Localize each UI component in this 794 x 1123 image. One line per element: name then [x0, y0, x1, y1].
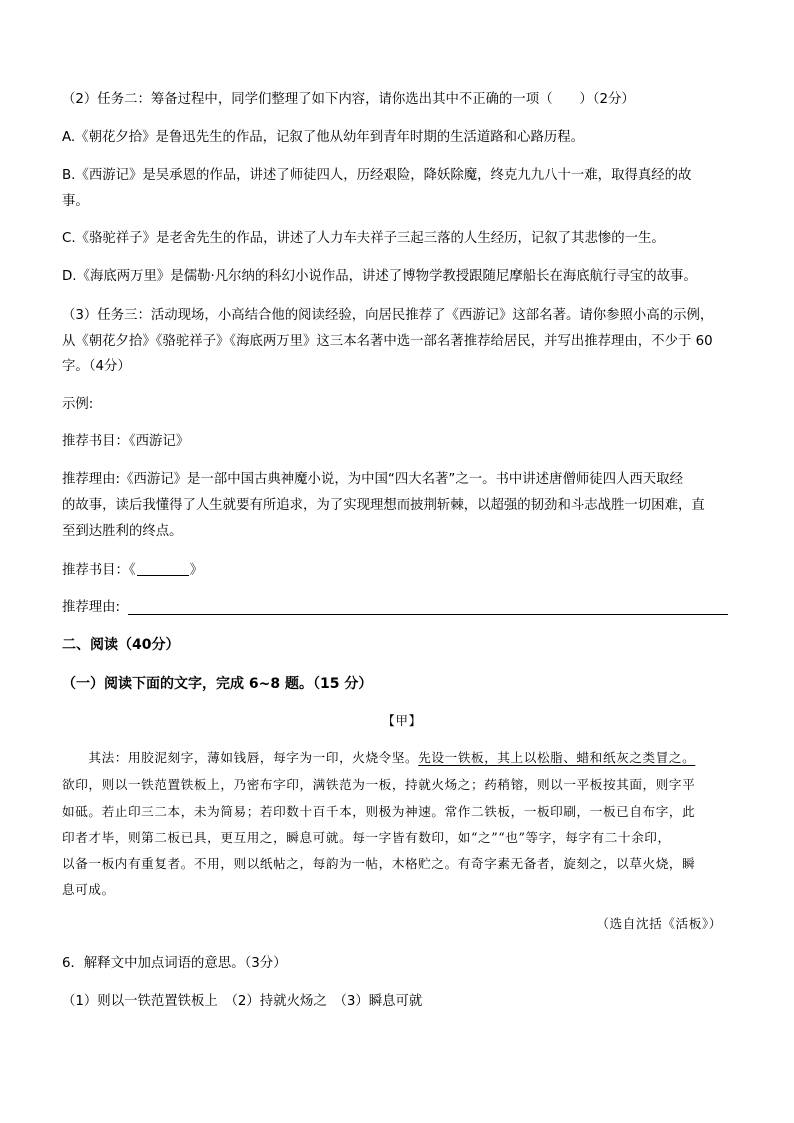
task3-line1: （3）任务三：活动现场，小高结合他的阅读经验，向居民推荐了《西游记》这部名著。请你参照小高的示例，	[62, 308, 714, 323]
passage-line5: 以备一板内有重复者。不用，则以纸帖之，每韵为一帖，木格贮之。有奇字素无备者，旋刻之，以草火烧，瞬	[62, 856, 696, 871]
example-book: 推荐书目：《西游记》	[62, 434, 190, 449]
answer-book-suffix: 》	[189, 563, 204, 578]
option-a: A.《朝花夕拾》是鲁迅先生的作品，记叙了他从幼年到青年时期的生活道路和心路历程。	[62, 130, 585, 145]
answer-reason-blank[interactable]	[128, 614, 728, 615]
jia-label: 【甲】	[382, 713, 422, 728]
option-b-line2: 事。	[62, 194, 89, 209]
answer-book-prefix: 推荐书目：《	[62, 563, 136, 578]
option-c: C.《骆驼祥子》是老舍先生的作品，讲述了人力车夫祥子三起三落的人生经历，记叙了其悲惨的一生。	[62, 231, 665, 246]
example-label: 示例:	[62, 397, 94, 412]
task3-line2: 从《朝花夕拾》《骆驼祥子》《海底两万里》这三本名著中选一部名著推荐给居民，并写出推荐理由，不少于 60	[62, 334, 713, 349]
section2-sub1: （一）阅读下面的文字，完成 6~8 题。（15 分）	[62, 676, 373, 692]
passage-source: （选自沈括《活板》）	[596, 916, 722, 931]
question-6-items: （1）则以一铁范置铁板上 （2）持就火炀之 （3）瞬息可就	[62, 994, 423, 1009]
passage-line1-plain: 其法：用胶泥刻字，薄如钱唇，每字为一印，火烧令坚。	[62, 750, 419, 765]
example-reason-line3: 至到达胜利的终点。	[62, 524, 183, 539]
option-d: D.《海底两万里》是儒勒·凡尔纳的科幻小说作品，讲述了博物学教授跟随尼摩船长在海底航行寻宝的故事。	[62, 269, 697, 284]
task3-line3: 字。（4分）	[62, 359, 131, 374]
passage-line1-underlined: 先设一铁板，其上以松脂、蜡和纸灰之类冒之。	[418, 750, 696, 765]
passage-line1	[62, 749, 742, 767]
passage-line4: 印者才毕，则第二板已具，更互用之，瞬息可就。每一字皆有数印，如“之”“也”等字，每字有二十余印，	[62, 830, 671, 845]
option-b-line1: B.《西游记》是吴承恩的作品，讲述了师徒四人，历经艰险，降妖除魔，终克九九八十一难，取得真经的故	[62, 168, 692, 183]
task2-question: （2）任务二：筹备过程中，同学们整理了如下内容，请你选出其中不正确的一项（ ）（2分）	[62, 92, 635, 107]
passage-line6: 息可成。	[62, 882, 115, 897]
answer-book-line	[62, 561, 742, 580]
passage-line2: 欲印，则以一铁范置铁板上，乃密布字印，满铁范为一板，持就火炀之；药稍镕，则以一平板按其面，则字平	[62, 777, 696, 792]
example-reason-line2: 的故事，读后我懂得了人生就要有所追求，为了实现理想而披荆斩棘，以超强的韧劲和斗志战胜一切困难，直	[62, 498, 705, 513]
answer-book-blank[interactable]	[137, 561, 189, 576]
passage-line3: 如砥。若止印三二本，未为简易；若印数十百千本，则极为神速。常作二铁板，一板印刷，一板已自布字，此	[62, 804, 696, 819]
example-reason-line1: 推荐理由:《西游记》是一部中国古典神魔小说，为中国“四大名著”之一。书中讲述唐僧师徒四人西天取经	[62, 472, 683, 487]
answer-reason-label: 推荐理由:	[62, 600, 121, 615]
section2-title: 二、阅读（40分）	[62, 637, 180, 653]
question-6: 6．解释文中加点词语的意思。（3分）	[62, 956, 287, 971]
